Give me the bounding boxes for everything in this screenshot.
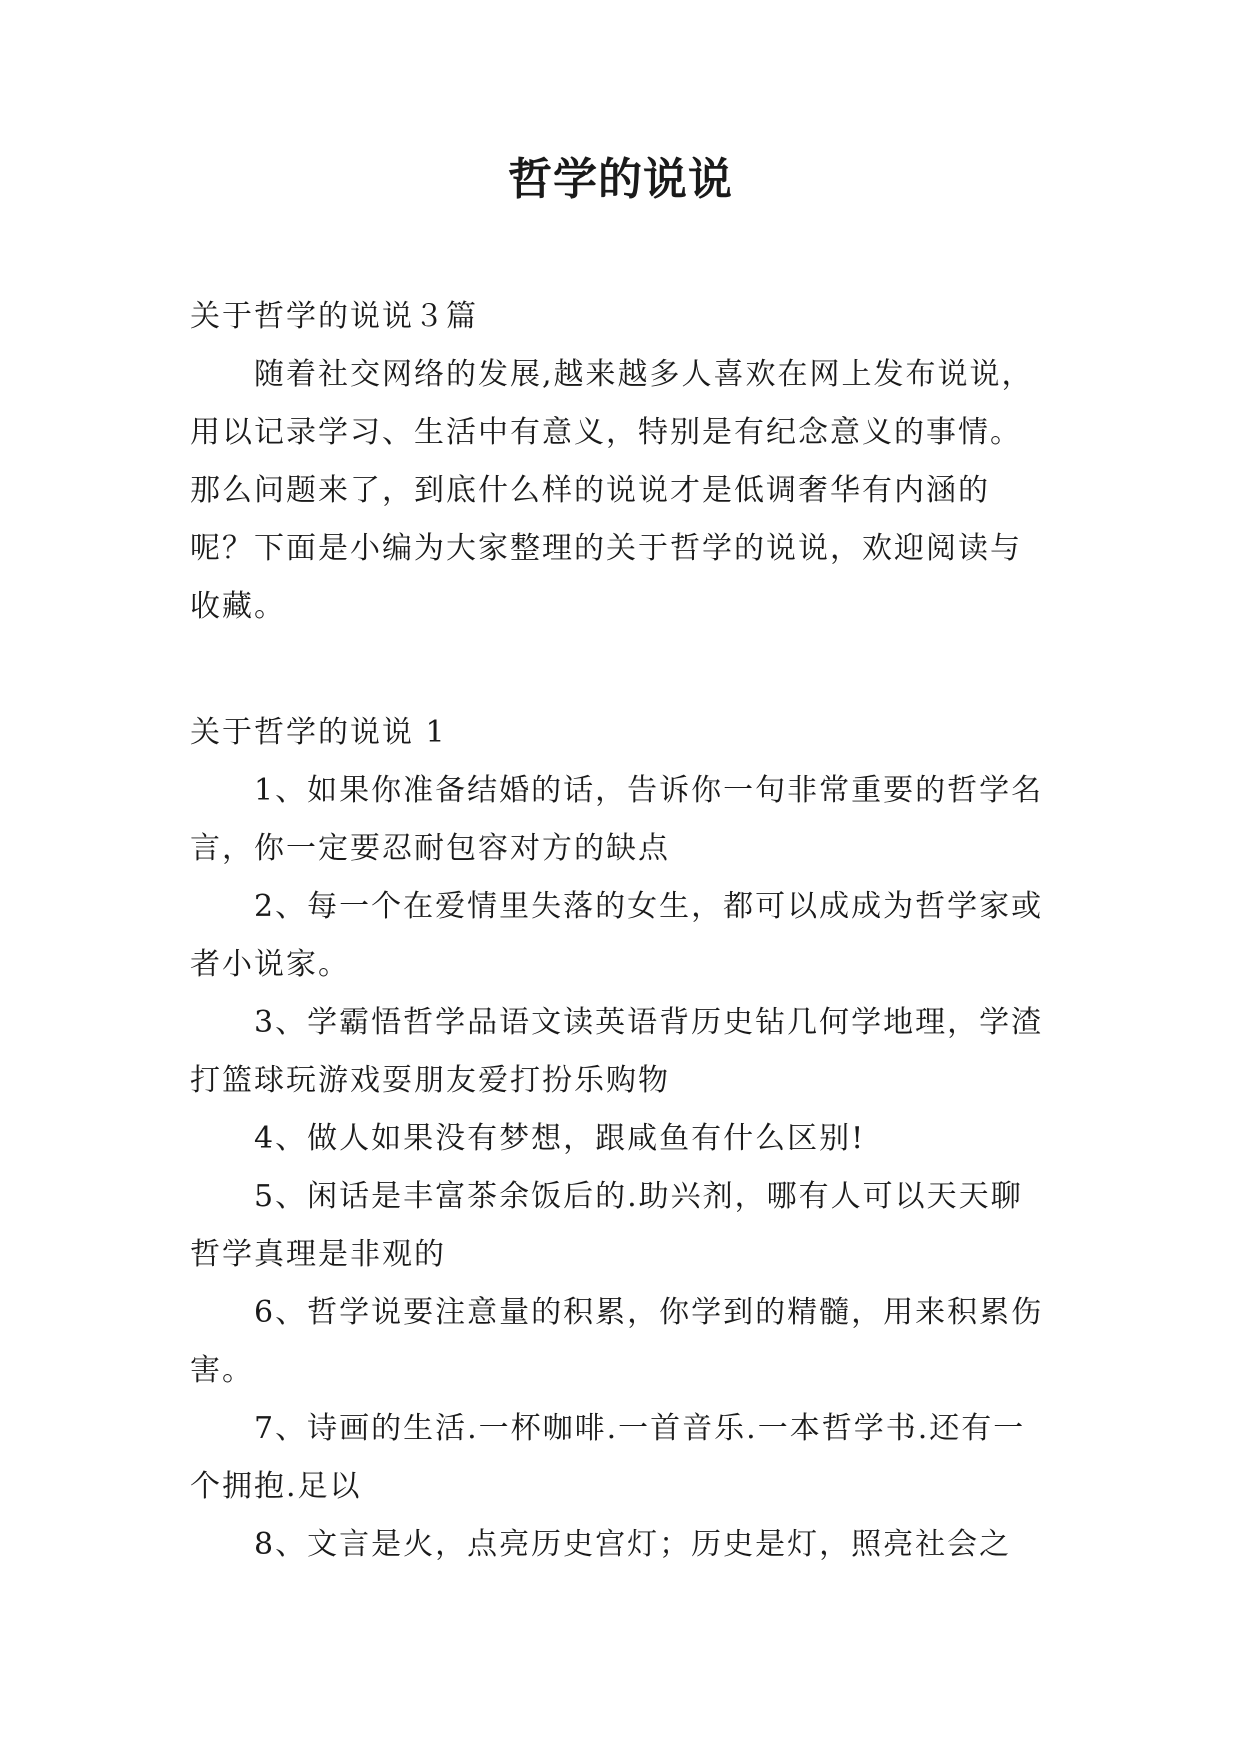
document-title: 哲学的说说 [508,154,733,205]
list-item: 1、如果你准备结婚的话，告诉你一句非常重要的哲学名言，你一定要忍耐包容对方的缺点 [190,773,1044,866]
document-body [190,288,1050,1574]
list-item: 4、做人如果没有梦想，跟咸鱼有什么区别! [254,1121,866,1156]
section-spacer [190,636,1050,704]
list-item: 2、每一个在爱情里失落的女生，都可以成成为哲学家或者小说家。 [190,889,1044,982]
list-item: 6、哲学说要注意量的积累，你学到的精髓，用来积累伤害。 [190,1295,1044,1388]
intro-paragraph: 随着社交网络的发展,越来越多人喜欢在网上发布说说，用以记录学习、生活中有意义，特别是有纪念意义的事情。那么问题来了，到底什么样的说说才是低调奢华有内涵的呢？下面是小编为大家整理的关于哲学的说说，欢迎阅读与收藏。 [190,357,1034,624]
list-item: 8、文言是火，点亮历史宫灯；历史是灯，照亮社会之 [254,1527,1012,1562]
section-heading: 关于哲学的说说 1 [190,715,447,750]
list-item: 5、闲话是丰富茶余饭后的.助兴剂，哪有人可以天天聊哲学真理是非观的 [190,1179,1023,1272]
document-subtitle: 关于哲学的说说３篇 [190,299,478,334]
list-item: 7、诗画的生活.一杯咖啡.一首音乐.一本哲学书.还有一个拥抱.足以 [190,1411,1026,1504]
list-item: 3、学霸悟哲学品语文读英语背历史钻几何学地理，学渣打篮球玩游戏耍朋友爱打扮乐购物 [190,1005,1044,1098]
